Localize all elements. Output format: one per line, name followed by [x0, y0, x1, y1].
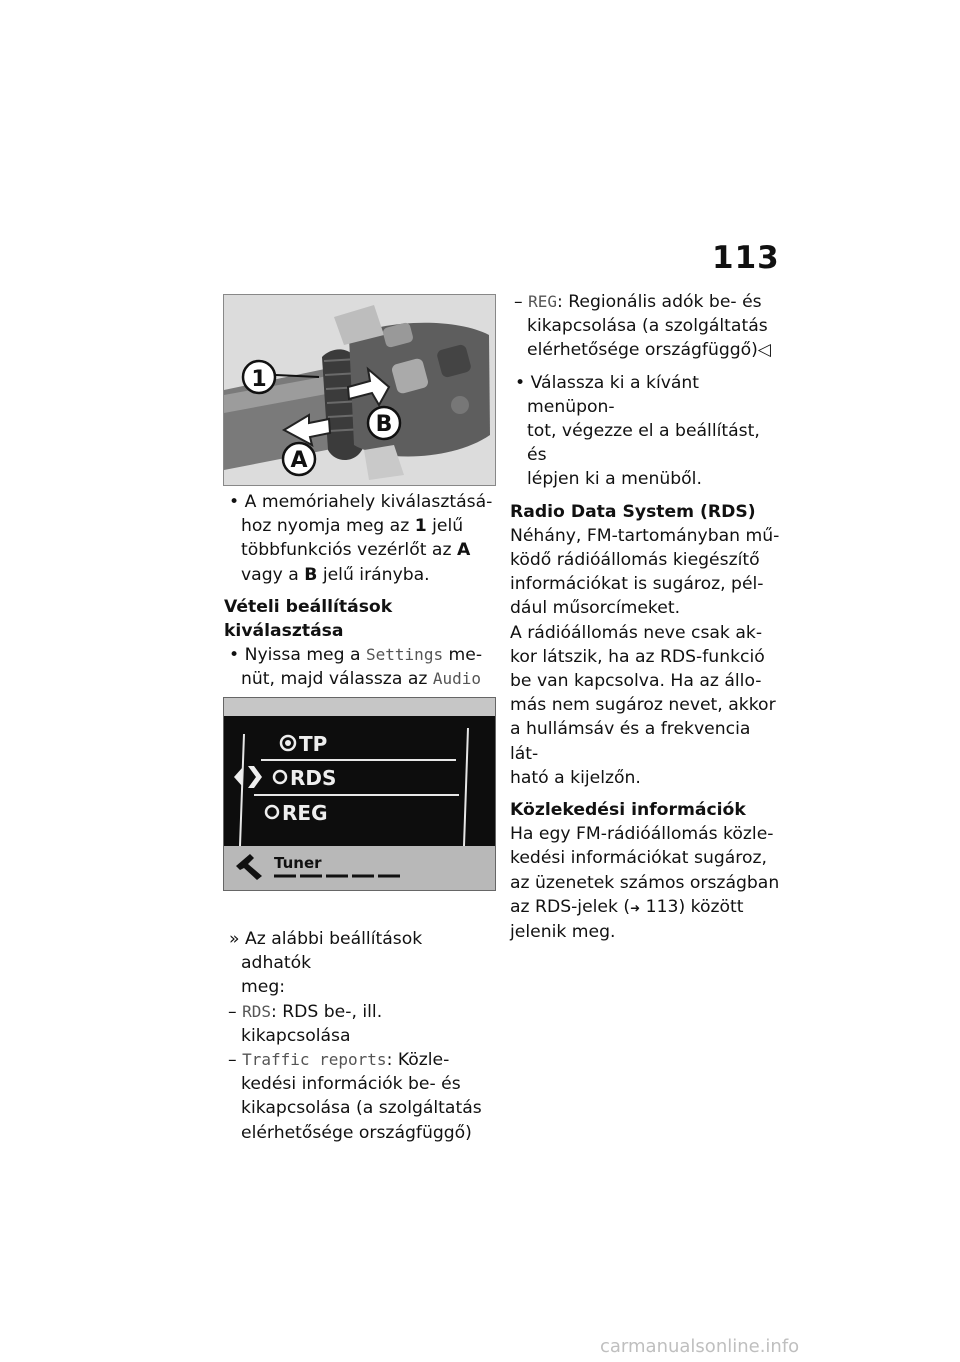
- menu-item-tp: TP: [299, 732, 328, 756]
- page-ref-arrow-icon: ➜: [630, 900, 641, 915]
- option-reg: – REG: Regionális adók be- és kikapcsolása (a szolgáltatás elérhetősége országfüggő)◁: [514, 292, 772, 361]
- traffic-paragraph: Ha egy FM-rádióállomás közle- kedési információkat sugároz, az üzenetek számos országban az RDS-jelek (➜ 113) között jelenik meg.: [510, 824, 780, 943]
- page-reference[interactable]: 113: [645, 896, 679, 917]
- rds-paragraph: Néhány, FM-tartományban mű- ködő rádióállomás kiegészítő információkat is sugároz, pél- dául műsorcímeket. A rádióállomás neve csak ak- kor látszik, ha az RDS-funkció be van kapcsolva. Ha az állo- más nem sugároz nevet, akkor a hullámsáv és a frekvencia lát- ható a kijelzőn.: [510, 525, 780, 788]
- result-statement: » Az alábbi beállítások adhatók meg:: [229, 929, 423, 998]
- right-column: [510, 290, 780, 944]
- traffic-heading: Közlekedési információk: [510, 800, 746, 821]
- menu-footer-tuner: Tuner: [274, 854, 322, 872]
- bullet-select-memory: • A memóriahely kiválasztásá- hoz nyomja meg az 1 jelű többfunkciós vezérlőt az A vagy a B jelű irányba.: [229, 492, 493, 585]
- callout-b: B: [375, 412, 393, 437]
- handlebar-control-figure: [223, 294, 496, 486]
- page-number: 113: [712, 240, 780, 276]
- watermark: carmanualsonline.info: [600, 1336, 800, 1357]
- rds-heading: Radio Data System (RDS): [510, 501, 756, 522]
- lower-left-column: [224, 927, 494, 1145]
- callout-a: A: [290, 448, 308, 473]
- option-traffic-reports: – Traffic reports: Közle- kedési információk be- és kikapcsolása (a szolgáltatás elérhetősége országfüggő): [228, 1050, 482, 1143]
- section-heading-reception: Vételi beállítások kiválasztása: [224, 596, 393, 642]
- menu-item-rds: RDS: [290, 766, 337, 790]
- callout-1: 1: [251, 367, 267, 392]
- menu-item-reg: REG: [282, 801, 328, 825]
- bullet-select-menu-item: • Válassza ki a kívánt menüpon- tot, végezze el a beállítást, és lépjen ki a menüből.: [515, 372, 760, 490]
- option-rds: – RDS: RDS be-, ill. kikapcsolása: [228, 1001, 383, 1046]
- tuner-menu-display-figure: [223, 697, 496, 891]
- bullet-open-settings: • Nyissa meg a Settings me- nüt, majd válassza az Audio: [229, 645, 483, 690]
